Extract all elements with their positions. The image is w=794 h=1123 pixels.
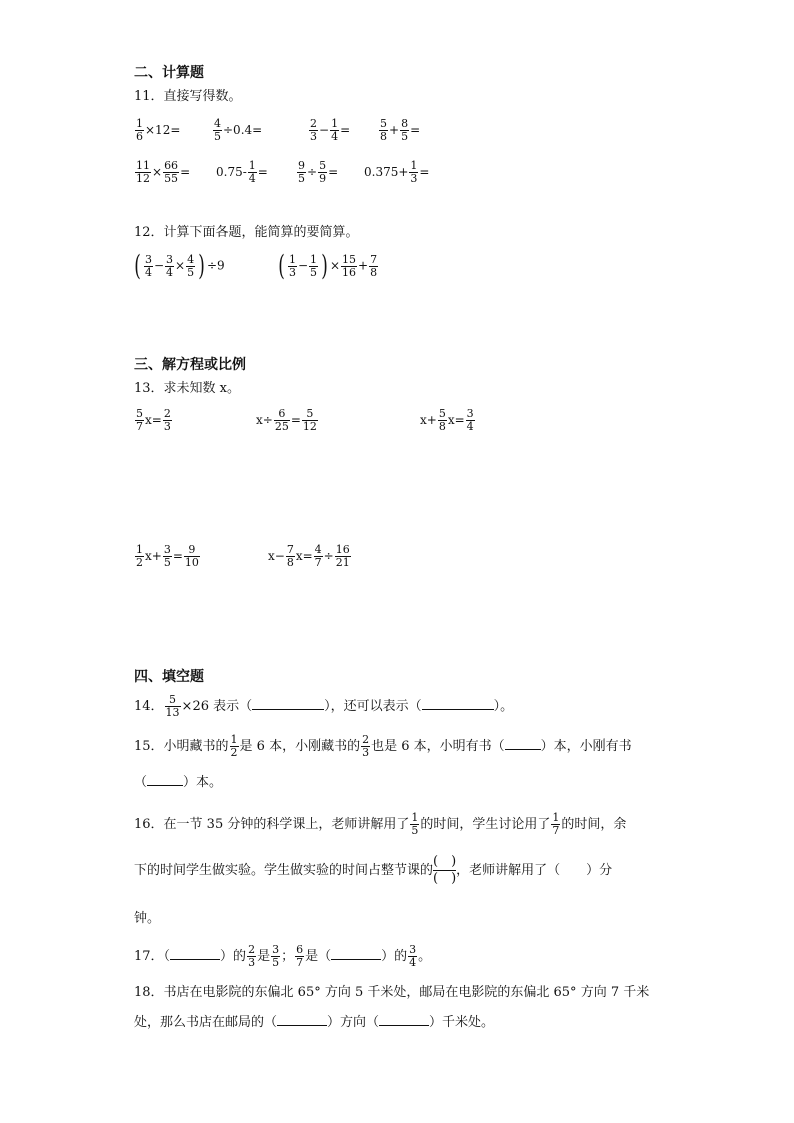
- fraction: $\frac{2}{3}$: [248, 943, 256, 969]
- fraction: $\frac{3}{5}$: [163, 543, 171, 569]
- answer-blank[interactable]: [379, 1025, 429, 1026]
- q15-line-2: （ ）本。: [134, 775, 223, 790]
- q13-prompt: 13．求未知数 x。: [134, 381, 241, 396]
- fraction: $\frac{1}{3}$: [288, 252, 296, 279]
- fraction: $\frac{1}{4}$: [331, 117, 339, 143]
- fraction: $\frac{5}{8}$: [380, 117, 387, 143]
- fraction: $\frac{5}{13}$: [165, 693, 180, 719]
- fraction: $\frac{2}{3}$: [362, 733, 370, 759]
- fraction: $\frac{5}{9}$: [319, 159, 327, 185]
- answer-blank[interactable]: [252, 709, 324, 710]
- blank-fraction[interactable]: ( ) ( ): [433, 854, 457, 886]
- fraction: $\frac{3}{4}$: [144, 252, 152, 279]
- q13-equation-5: x− $\frac{7}{8}$ x= $\frac{4}{7}$ ÷ $\frac{16}{21}$: [268, 543, 350, 569]
- fraction: $\frac{4}{5}$: [214, 117, 221, 143]
- left-paren: (: [278, 249, 285, 282]
- fraction: $\frac{16}{21}$: [335, 543, 350, 569]
- q12-expression-1: ( $\frac{3}{4}$ − $\frac{3}{4}$ × $\frac{4}{5}$ ) ÷9: [134, 249, 225, 282]
- fraction: $\frac{3}{4}$: [166, 252, 173, 279]
- q14: 14． $\frac{5}{13}$ ×26 表示（ ），还可以表示（ ）。: [134, 693, 514, 719]
- fraction: $\frac{9}{10}$: [184, 543, 199, 569]
- q13-equation-3: x+ $\frac{5}{8}$ x= $\frac{3}{4}$: [420, 407, 474, 433]
- q11-item-6: 0.75- $\frac{1}{4}$ =: [216, 159, 268, 185]
- fraction: $\frac{66}{55}$: [164, 159, 179, 185]
- q16-line-2: 下的时间学生做实验。学生做实验的时间占整节课的 ( ) ( ) ，老师讲解用了（ ）分: [134, 854, 613, 886]
- fraction: $\frac{7}{8}$: [286, 543, 294, 569]
- q11-prompt: 11．直接写得数。: [134, 89, 242, 104]
- q17: 17．（ ）的 $\frac{2}{3}$ 是 $\frac{3}{5}$ ； $\frac{6}{7}$ 是（ ）的 $\frac{3}{4}$ 。: [134, 943, 432, 969]
- q13-equation-4: $\frac{1}{2}$ x+ $\frac{3}{5}$ = $\frac{9}{10}$: [136, 543, 199, 569]
- fraction: $\frac{5}{7}$: [136, 407, 143, 433]
- fraction: $\frac{1}{5}$: [310, 252, 317, 279]
- fraction: $\frac{1}{4}$: [248, 159, 256, 185]
- fraction: $\frac{2}{3}$: [310, 117, 317, 143]
- q16-line-1: 16．在一节 35 分钟的科学课上，老师讲解用了 $\frac{1}{5}$ 的时间，学生讨论用了 $\frac{1}{7}$ 的时间，余: [134, 811, 627, 837]
- section-heading-calculation: 二、计算题: [134, 65, 204, 81]
- answer-blank[interactable]: [277, 1025, 327, 1026]
- section-heading-equations: 三、解方程或比例: [134, 357, 246, 373]
- answer-blank[interactable]: [331, 959, 381, 960]
- fraction: $\frac{1}{3}$: [410, 159, 418, 185]
- q18-line-1: 18．书店在电影院的东偏北 65° 方向 5 千米处，邮局在电影院的东偏北 65° 方向 7 千米: [134, 985, 650, 1000]
- q16-line-3: 钟。: [134, 911, 161, 926]
- fraction: $\frac{7}{8}$: [370, 252, 378, 279]
- q15-line-1: 15．小明藏书的 $\frac{1}{2}$ 是 6 本，小刚藏书的 $\frac{2}{3}$ 也是 6 本，小明有书（ ）本，小刚有书: [134, 733, 632, 759]
- q13-equation-1: $\frac{5}{7}$ x= $\frac{2}{3}$: [136, 407, 171, 433]
- answer-blank[interactable]: [170, 959, 220, 960]
- fraction: $\frac{4}{5}$: [187, 252, 195, 279]
- fraction: $\frac{3}{5}$: [272, 943, 280, 969]
- fraction: $\frac{8}{5}$: [401, 117, 409, 143]
- right-paren: ): [321, 249, 328, 282]
- fraction: $\frac{4}{7}$: [314, 543, 322, 569]
- q11-item-3: $\frac{2}{3}$ − $\frac{1}{4}$ =: [310, 117, 351, 143]
- fraction: $\frac{5}{12}$: [302, 407, 317, 433]
- fraction: $\frac{2}{3}$: [163, 407, 171, 433]
- q12-expression-2: ( $\frac{1}{3}$ − $\frac{1}{5}$ ) × $\frac{15}{16}$ + $\frac{7}{8}$: [278, 249, 378, 282]
- fraction: $\frac{1}{6}$: [136, 117, 143, 143]
- q11-item-7: $\frac{9}{5}$ ÷ $\frac{5}{9}$ =: [298, 159, 339, 185]
- fraction: $\frac{3}{4}$: [409, 943, 417, 969]
- answer-blank[interactable]: [147, 785, 183, 786]
- fraction: $\frac{3}{4}$: [466, 407, 474, 433]
- fraction: $\frac{1}{5}$: [411, 811, 419, 837]
- fraction: $\frac{1}{7}$: [552, 811, 560, 837]
- right-paren: ): [198, 249, 205, 282]
- fraction: $\frac{15}{16}$: [342, 252, 356, 279]
- fraction: $\frac{6}{7}$: [296, 943, 304, 969]
- q11-item-5: $\frac{11}{12}$ × $\frac{66}{55}$ =: [136, 159, 191, 185]
- fraction: $\frac{9}{5}$: [298, 159, 305, 185]
- q12-prompt: 12．计算下面各题，能简算的要简算。: [134, 225, 359, 240]
- q18-line-2: 处，那么书店在邮局的（ ）方向（ ）千米处。: [134, 1015, 495, 1030]
- fraction: $\frac{1}{2}$: [230, 733, 238, 759]
- q11-item-8: 0.375+ $\frac{1}{3}$ =: [364, 159, 430, 185]
- q11-item-4: $\frac{5}{8}$ + $\frac{8}{5}$ =: [380, 117, 421, 143]
- fraction: $\frac{11}{12}$: [136, 159, 150, 185]
- q11-item-2: $\frac{4}{5}$ ÷0.4=: [214, 117, 263, 143]
- left-paren: (: [134, 249, 141, 282]
- answer-blank[interactable]: [505, 749, 541, 750]
- fraction: $\frac{5}{8}$: [438, 407, 446, 433]
- fraction: $\frac{6}{25}$: [274, 407, 289, 433]
- q11-item-1: $\frac{1}{6}$ ×12=: [136, 117, 181, 143]
- answer-blank[interactable]: [422, 709, 494, 710]
- fraction: $\frac{1}{2}$: [136, 543, 143, 569]
- q13-equation-2: x÷ $\frac{6}{25}$ = $\frac{5}{12}$: [256, 407, 317, 433]
- section-heading-fill-in: 四、填空题: [134, 669, 204, 685]
